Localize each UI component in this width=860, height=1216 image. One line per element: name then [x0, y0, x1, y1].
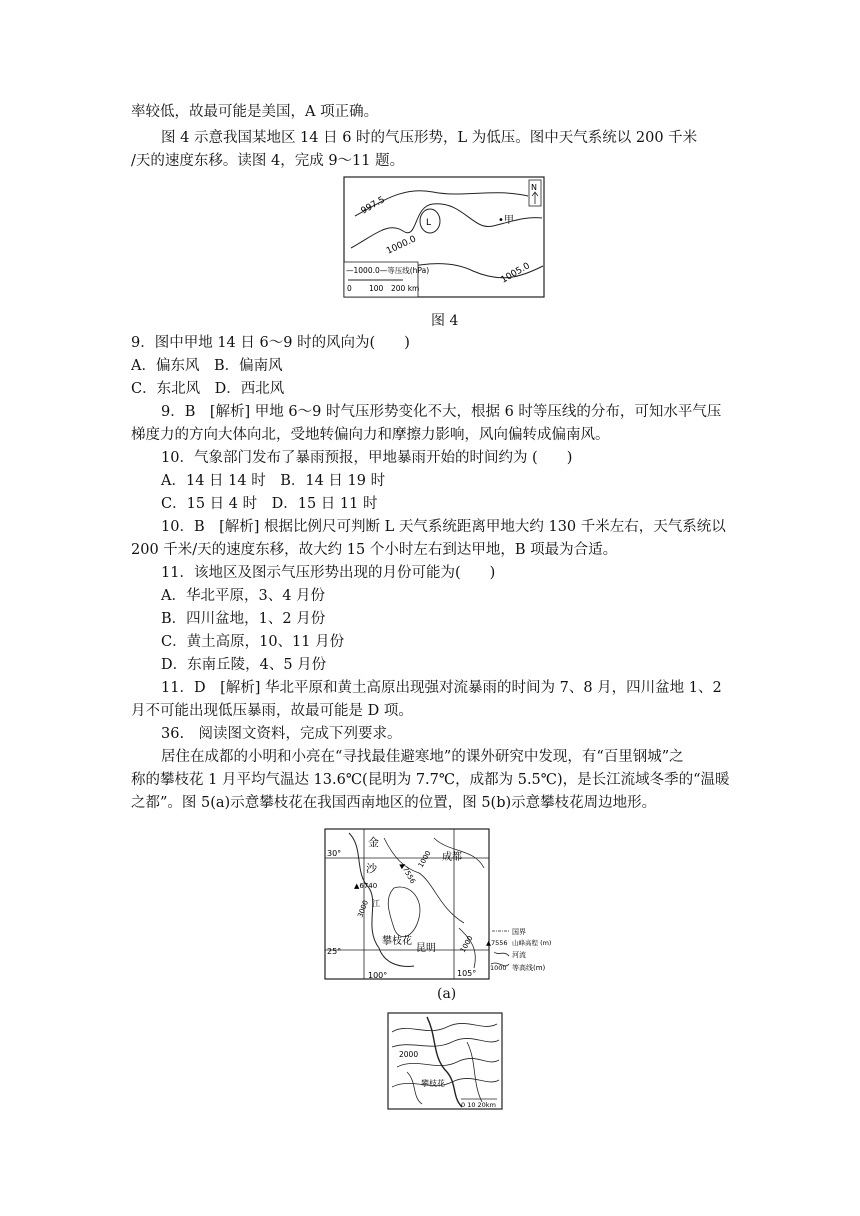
legend-peak: 山峰高程 (m): [512, 939, 552, 947]
text-line: 之都”。图 5(a)示意攀枝花在我国西南地区的位置，图 5(b)示意攀枝花周边地形。: [131, 795, 657, 811]
text-line: 图 4 示意我国某地区 14 日 6 时的气压形势，L 为低压。图中天气系统以 200 千米: [161, 130, 698, 146]
text-line: A．14 日 14 时 B．14 日 19 时: [161, 473, 386, 489]
map-label-panzhihua: 攀枝花: [382, 936, 412, 947]
text-line: 10．气象部门发布了暴雨预报，甲地暴雨开始的时间约为 ( ): [161, 450, 573, 466]
scale-100: 100: [369, 284, 384, 293]
text-line: 36. 阅读图文资料，完成下列要求。: [161, 726, 402, 742]
map-label-chengdu: 成都: [442, 852, 462, 863]
text-line: C．东北风 D．西北风: [131, 381, 285, 397]
text-line: 9．B [解析] 甲地 6～9 时气压形势变化不大，根据 6 时等压线的分布，可知水平气压: [161, 404, 722, 420]
isobar-label: 997.5: [359, 195, 387, 217]
map-label-lat30: 30°: [327, 849, 342, 858]
text-line: B．四川盆地，1、2 月份: [161, 611, 326, 627]
text-line: C．15 日 4 时 D．15 日 11 时: [161, 496, 378, 512]
text-line: A．偏东风 B．偏南风: [131, 358, 283, 374]
figure-4-caption: 图 4: [431, 313, 459, 329]
city-panzhihua: 攀枝花: [421, 1079, 445, 1088]
low-label: L: [426, 218, 432, 228]
text-line: D．东南丘陵，4、5 月份: [161, 657, 327, 673]
map-label-contour: 1000: [416, 849, 433, 869]
scale-label: 0 10 20km: [461, 1101, 496, 1109]
legend-contour-num: 1000: [490, 964, 507, 972]
figure-4-isobar-map: [343, 176, 545, 298]
figure-5a-caption: (a): [437, 986, 457, 1002]
map-label-jiang: 江: [372, 899, 380, 908]
map-label-lat25: 25°: [327, 947, 342, 956]
text-line: 率较低，故最可能是美国，A 项正确。: [131, 104, 379, 120]
text-line: 9．图中甲地 14 日 6～9 时的风向为( ): [131, 335, 410, 351]
map-label-lon100: 100°: [368, 971, 388, 980]
map-label-sha: 沙: [366, 862, 377, 875]
text-line: 10．B [解析] 根据比例尺可判断 L 天气系统距离甲地大约 130 千米左右，天气系统以: [161, 519, 726, 535]
legend-label: —1000.0—等压线(hPa): [346, 266, 430, 275]
isobar-label: 1000.0: [385, 234, 418, 257]
legend-river: 河流: [512, 951, 526, 959]
legend-peak-num: ▲7556: [486, 939, 508, 947]
isobar-label: 1005.0: [499, 261, 532, 286]
north-label: N: [531, 183, 537, 192]
place-jia: •甲: [498, 215, 514, 226]
text-line: 居住在成都的小明和小亮在“寻找最佳避寒地”的课外研究中发现，有“百里钢城”之: [161, 749, 684, 765]
text-line: 月不可能出现低压暴雨，故最可能是 D 项。: [131, 703, 413, 719]
text-line: 11．该地区及图示气压形势出现的月份可能为( ): [161, 565, 496, 581]
map-label-lon105: 105°: [457, 969, 477, 978]
figure-5b-terrain-map: [387, 1012, 503, 1110]
figure-5a-location-map: [324, 828, 564, 983]
text-line: /天的速度东移。读图 4，完成 9～11 题。: [131, 153, 405, 169]
map-label-jin: 金: [368, 836, 379, 849]
text-line: C．黄土高原，10、11 月份: [161, 634, 345, 650]
map-label-peak1: ▲6740: [354, 882, 378, 890]
scale-0: 0: [347, 284, 352, 293]
text-line: 梯度力的方向大体向北，受地转偏向力和摩擦力影响，风向偏转成偏南风。: [131, 427, 610, 443]
map-label-contour: 3000: [356, 899, 370, 919]
map-label-peak2: ▲7556: [398, 861, 417, 886]
text-line: A．华北平原，3、4 月份: [161, 588, 326, 604]
contour-2000: 2000: [399, 1050, 419, 1059]
scale-200: 200 km: [391, 284, 420, 293]
text-line: 200 千米/天的速度东移，故大约 15 个小时左右到达甲地，B 项最为合适。: [131, 542, 618, 558]
legend-border: 国界: [512, 928, 526, 936]
map-label-contour: 1000: [458, 934, 475, 954]
legend-contour: 等高线(m): [512, 964, 546, 972]
text-line: 称的攀枝花 1 月平均气温达 13.6℃(昆明为 7.7℃，成都为 5.5℃)，是长江流域冬季的“温暖: [131, 772, 730, 788]
map-label-kunming: 昆明: [416, 943, 436, 954]
text-line: 11．D [解析] 华北平原和黄土高原出现强对流暴雨的时间为 7、8 月，四川盆地 1、2: [161, 680, 722, 696]
